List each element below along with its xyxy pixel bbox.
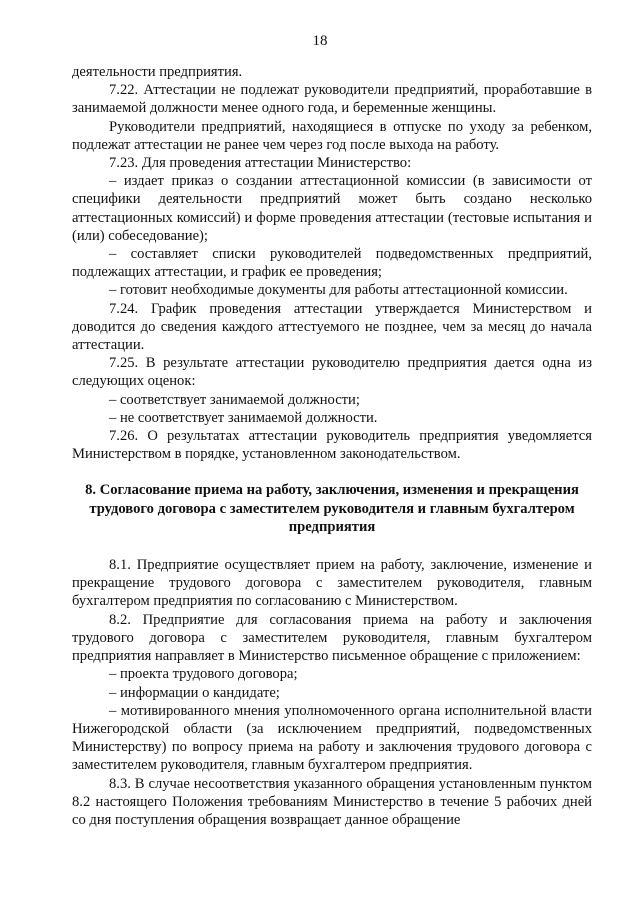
paragraph-8-2: 8.2. Предприятие для согласования приема на работу и заключения трудового договора с заместителем руководителя, главным бухгалтером предприятия направляет в Министерство письменное обращение с приложением:	[72, 611, 592, 665]
list-item: – составляет списки руководителей подведомственных предприятий, подлежащих аттестации, и график ее проведения;	[72, 246, 592, 281]
paragraph-8-1: 8.1. Предприятие осуществляет прием на работу, заключение, изменение и прекращение трудового договора с заместителем руководителя, главным бухгалтером предприятия по согласованию с Министерством.	[72, 557, 592, 610]
paragraph-7-22-note: Руководители предприятий, находящиеся в отпуске по уходу за ребенком, подлежат аттестации не ранее чем через год после выхода на работу.	[72, 118, 592, 153]
list-item: – готовит необходимые документы для работы аттестационной комиссии.	[109, 282, 568, 299]
page-number: 18	[312, 33, 328, 49]
list-item: – соответствует занимаемой должности;	[109, 391, 360, 408]
document-body	[72, 63, 592, 829]
list-item: – проекта трудового договора;	[109, 666, 298, 683]
paragraph-7-22: 7.22. Аттестации не подлежат руководители предприятий, проработавшие в занимаемой должности менее одного года, и беременные женщины.	[72, 82, 592, 117]
list-item: – мотивированного мнения уполномоченного органа исполнительной власти Нижегородской области (за исключением предприятий, подведомственных Министерству) по вопросу приема на работу и заключения трудового договора с заместителем руководителя, главным бухгалтером предприятия.	[72, 702, 592, 774]
paragraph-continuation: деятельности предприятия.	[72, 64, 243, 80]
paragraph-7-23: 7.23. Для проведения аттестации Министерство:	[109, 155, 412, 172]
section-heading: 8. Согласование приема на работу, заключения, изменения и прекращения трудового договора с заместителем руководителя и главным бухгалтером предприятия	[85, 482, 579, 535]
paragraph-8-3: 8.3. В случае несоответствия указанного обращения установленным пунктом 8.2 настоящего Положения требованиям Министерство в течение 5 рабочих дней со дня поступления обращения возвращает данное обращение	[72, 775, 592, 828]
paragraph-7-25: 7.25. В результате аттестации руководителю предприятия дается одна из следующих оценок:	[72, 355, 592, 390]
paragraph-7-24: 7.24. График проведения аттестации утверждается Министерством и доводится до сведения каждого аттестуемого не позднее, чем за месяц до начала аттестации.	[72, 300, 592, 354]
list-item: – информации о кандидате;	[109, 684, 280, 701]
list-item: – не соответствует занимаемой должности.	[109, 409, 378, 426]
paragraph-7-26: 7.26. О результатах аттестации руководитель предприятия уведомляется Министерством в порядке, установленном законодательством.	[72, 428, 592, 463]
list-item: – издает приказ о создании аттестационной комиссии (в зависимости от специфики деятельности предприятий может быть создано несколько аттестационных комиссий) и форме проведения аттестации (тестовые испытания и (или) собеседование);	[72, 173, 592, 244]
